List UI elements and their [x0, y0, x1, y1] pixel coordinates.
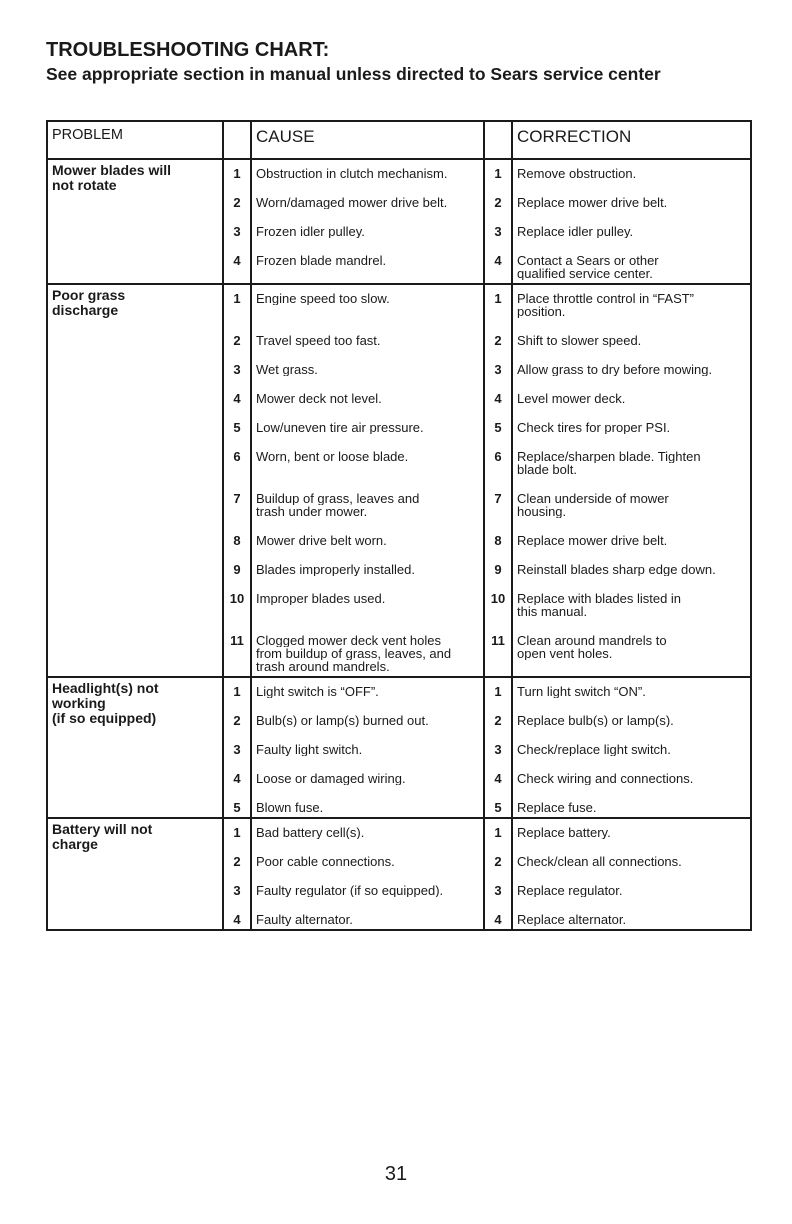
cause-item [256, 592, 481, 634]
cause-item [256, 292, 481, 334]
correction-item [517, 196, 748, 225]
correction-text-line: Replace/sharpen blade. Tighten [517, 450, 701, 463]
correction-number: 3 [494, 224, 502, 239]
cause-text-line: Faulty regulator (if so equipped). [256, 884, 444, 897]
cause-number: 2 [233, 854, 241, 869]
cause-number: 2 [233, 333, 241, 348]
cause-text-line: Bad battery cell(s). [256, 826, 365, 839]
correction-text-line: open vent holes. [517, 647, 613, 660]
cause-item [256, 225, 481, 254]
correction-cell [512, 677, 751, 818]
problem-cell [47, 284, 223, 677]
correction-item [517, 421, 748, 450]
correction-text-line: Shift to slower speed. [517, 334, 642, 347]
correction-text-line: Turn light switch “ON”. [517, 685, 646, 698]
cause-number: 4 [233, 912, 241, 927]
problem-text-line: Battery will not [52, 821, 153, 837]
column-header-cause: CAUSE [251, 121, 484, 159]
cause-text-line: Frozen blade mandrel. [256, 254, 387, 267]
problem-cell [47, 818, 223, 930]
cause-item [256, 196, 481, 225]
correction-text-line: position. [517, 305, 566, 318]
problem-text-line: discharge [52, 302, 119, 318]
correction-text-line: Replace idler pulley. [517, 225, 634, 238]
cause-number: 11 [230, 633, 244, 648]
cause-text-line: Clogged mower deck vent holes [256, 634, 441, 647]
cause-item [256, 801, 481, 814]
problem-text-line: charge [52, 836, 98, 852]
cause-number: 3 [233, 742, 241, 757]
cause-text-line: trash under mower. [256, 505, 368, 518]
correction-item [517, 534, 748, 563]
correction-text-line: Replace fuse. [517, 801, 597, 814]
cause-item [256, 167, 481, 196]
correction-item [517, 167, 748, 196]
problem-section [47, 284, 751, 677]
cause-cell [251, 677, 484, 818]
problem-cell [47, 159, 223, 284]
correction-text-line: Level mower deck. [517, 392, 626, 405]
correction-number: 1 [494, 684, 502, 699]
column-header-problem: PROBLEM [47, 121, 223, 159]
correction-number: 5 [494, 800, 502, 815]
cause-text-line: Poor cable connections. [256, 855, 395, 868]
cause-text-line: Faulty alternator. [256, 913, 353, 926]
cause-text-line: Frozen idler pulley. [256, 225, 365, 238]
correction-item [517, 801, 748, 814]
correction-number: 2 [494, 854, 502, 869]
cause-item [256, 855, 481, 884]
cause-item [256, 334, 481, 363]
cause-item [256, 772, 481, 801]
correction-text-line: this manual. [517, 605, 588, 618]
cause-item [256, 492, 481, 534]
correction-number: 2 [494, 195, 502, 210]
correction-number: 4 [494, 391, 502, 406]
correction-text-line: Clean underside of mower [517, 492, 669, 505]
problem-section [47, 818, 751, 930]
correction-text-line: Replace with blades listed in [517, 592, 682, 605]
correction-text-line: Replace mower drive belt. [517, 534, 668, 547]
cause-number: 2 [233, 713, 241, 728]
cause-text-line: Worn, bent or loose blade. [256, 450, 409, 463]
correction-number: 2 [494, 713, 502, 728]
cause-number: 9 [233, 562, 241, 577]
cause-item [256, 714, 481, 743]
cause-text-line: Engine speed too slow. [256, 292, 390, 305]
correction-item [517, 363, 748, 392]
correction-number-cell [484, 677, 512, 818]
correction-item [517, 563, 748, 592]
correction-number: 5 [494, 420, 502, 435]
cause-item [256, 913, 481, 926]
cause-text-line: Low/uneven tire air pressure. [256, 421, 424, 434]
correction-item [517, 334, 748, 363]
correction-item [517, 913, 748, 926]
correction-text-line: Allow grass to dry before mowing. [517, 363, 713, 376]
correction-cell [512, 159, 751, 284]
cause-number: 4 [233, 253, 241, 268]
correction-text-line: housing. [517, 505, 567, 518]
correction-number-cell [484, 818, 512, 930]
correction-text-line: Check wiring and connections. [517, 772, 694, 785]
correction-item [517, 225, 748, 254]
cause-number: 4 [233, 771, 241, 786]
column-header-correction-number [484, 121, 512, 159]
cause-number: 8 [233, 533, 241, 548]
correction-text-line: Replace battery. [517, 826, 611, 839]
cause-number: 3 [233, 362, 241, 377]
correction-item [517, 492, 748, 534]
correction-number: 8 [494, 533, 502, 548]
cause-number: 3 [233, 883, 241, 898]
cause-text-line: Blades improperly installed. [256, 563, 415, 576]
correction-text-line: Place throttle control in “FAST” [517, 292, 695, 305]
problem-text-line: working [52, 695, 106, 711]
cause-item [256, 743, 481, 772]
cause-number: 1 [233, 825, 241, 840]
column-header-correction: CORRECTION [512, 121, 751, 159]
cause-cell [251, 284, 484, 677]
correction-item [517, 685, 748, 714]
correction-text-line: Replace bulb(s) or lamp(s). [517, 714, 674, 727]
correction-text-line: Check tires for proper PSI. [517, 421, 671, 434]
correction-item [517, 450, 748, 492]
cause-number-cell [223, 284, 251, 677]
cause-number: 5 [233, 800, 241, 815]
cause-text-line: Faulty light switch. [256, 743, 363, 756]
cause-item [256, 563, 481, 592]
correction-item [517, 826, 748, 855]
cause-item [256, 534, 481, 563]
correction-number: 6 [494, 449, 502, 464]
correction-number: 1 [494, 291, 502, 306]
cause-item [256, 634, 481, 673]
cause-text-line: Blown fuse. [256, 801, 324, 814]
problem-text-line: Mower blades will [52, 162, 172, 178]
cause-text-line: Wet grass. [256, 363, 318, 376]
cause-number: 4 [233, 391, 241, 406]
correction-text-line: Replace mower drive belt. [517, 196, 668, 209]
cause-text-line: trash around mandrels. [256, 660, 390, 673]
cause-number: 5 [233, 420, 241, 435]
correction-number: 2 [494, 333, 502, 348]
cause-text-line: Improper blades used. [256, 592, 386, 605]
table-header-row [47, 121, 751, 159]
cause-number: 1 [233, 684, 241, 699]
problem-cell [47, 677, 223, 818]
correction-number: 3 [494, 362, 502, 377]
cause-cell [251, 159, 484, 284]
problem-text-line: (if so equipped) [52, 710, 157, 726]
correction-text-line: blade bolt. [517, 463, 577, 476]
cause-number: 3 [233, 224, 241, 239]
correction-text-line: Contact a Sears or other [517, 254, 659, 267]
correction-number: 7 [494, 491, 502, 506]
correction-text-line: qualified service center. [517, 267, 653, 280]
cause-text-line: from buildup of grass, leaves, and [256, 647, 452, 660]
column-header-cause-number [223, 121, 251, 159]
correction-number: 10 [490, 591, 506, 606]
cause-number: 1 [233, 291, 241, 306]
correction-item [517, 392, 748, 421]
correction-item [517, 714, 748, 743]
cause-text-line: Buildup of grass, leaves and [256, 492, 420, 505]
problem-text-line: Poor grass [52, 287, 126, 303]
cause-text-line: Light switch is “OFF”. [256, 685, 379, 698]
cause-text-line: Mower drive belt worn. [256, 534, 387, 547]
cause-item [256, 254, 481, 280]
problem-text-line: Headlight(s) not [52, 680, 159, 696]
cause-number: 2 [233, 195, 241, 210]
correction-item [517, 292, 748, 334]
correction-text-line: Clean around mandrels to [517, 634, 667, 647]
correction-item [517, 254, 748, 280]
correction-number: 4 [494, 912, 502, 927]
cause-item [256, 363, 481, 392]
problem-section [47, 677, 751, 818]
correction-number-cell [484, 159, 512, 284]
cause-text-line: Bulb(s) or lamp(s) burned out. [256, 714, 429, 727]
cause-text-line: Travel speed too fast. [256, 334, 381, 347]
correction-cell [512, 284, 751, 677]
cause-item [256, 392, 481, 421]
troubleshooting-table [46, 120, 752, 931]
correction-number-cell [484, 284, 512, 677]
correction-text-line: Check/clean all connections. [517, 855, 682, 868]
cause-number: 7 [233, 491, 241, 506]
page-number: 31 [384, 1163, 408, 1185]
cause-number: 6 [233, 449, 241, 464]
correction-number: 4 [494, 771, 502, 786]
correction-item [517, 855, 748, 884]
cause-number-cell [223, 818, 251, 930]
correction-item [517, 743, 748, 772]
correction-number: 9 [494, 562, 502, 577]
correction-text-line: Replace alternator. [517, 913, 627, 926]
correction-text-line: Reinstall blades sharp edge down. [517, 563, 716, 576]
correction-number: 3 [494, 883, 502, 898]
correction-item [517, 592, 748, 634]
page-title: TROUBLESHOOTING CHART: [46, 39, 330, 61]
cause-text-line: Mower deck not level. [256, 392, 382, 405]
cause-number-cell [223, 677, 251, 818]
cause-number: 1 [233, 166, 241, 181]
problem-section [47, 159, 751, 284]
cause-text-line: Worn/damaged mower drive belt. [256, 196, 448, 209]
cause-cell [251, 818, 484, 930]
cause-item [256, 826, 481, 855]
cause-number: 10 [229, 591, 245, 606]
correction-item [517, 772, 748, 801]
cause-item [256, 884, 481, 913]
correction-number: 3 [494, 742, 502, 757]
correction-item [517, 634, 748, 673]
cause-text-line: Obstruction in clutch mechanism. [256, 167, 448, 180]
problem-text-line: not rotate [52, 177, 117, 193]
correction-number: 1 [494, 166, 502, 181]
correction-cell [512, 818, 751, 930]
correction-number: 1 [494, 825, 502, 840]
correction-item [517, 884, 748, 913]
page-subtitle: See appropriate section in manual unless directed to Sears service center [46, 64, 661, 84]
correction-text-line: Remove obstruction. [517, 167, 637, 180]
cause-text-line: Loose or damaged wiring. [256, 772, 406, 785]
correction-number: 4 [494, 253, 502, 268]
cause-item [256, 450, 481, 492]
correction-number: 11 [491, 633, 505, 648]
cause-item [256, 685, 481, 714]
cause-item [256, 421, 481, 450]
correction-text-line: Check/replace light switch. [517, 743, 671, 756]
correction-text-line: Replace regulator. [517, 884, 623, 897]
cause-number-cell [223, 159, 251, 284]
